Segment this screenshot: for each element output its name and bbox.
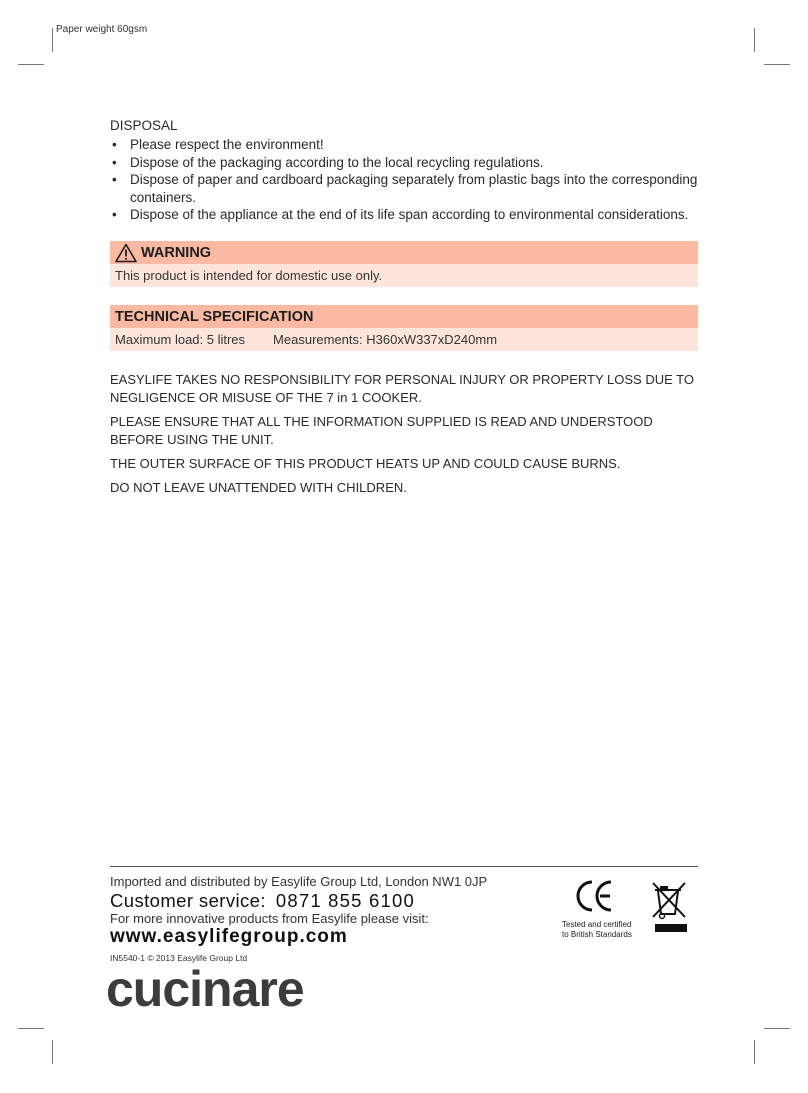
importer-line: Imported and distributed by Easylife Group Ltd, London NW1 0JP (110, 874, 488, 889)
notices-section (110, 371, 698, 503)
crop-mark (754, 1040, 755, 1064)
warning-box (110, 241, 698, 287)
spec-load: Maximum load: 5 litres (115, 332, 246, 347)
warning-header (110, 241, 698, 264)
warning-triangle-icon (115, 243, 137, 263)
customer-service (110, 890, 415, 912)
certification-note: Tested and certified to British Standards (562, 920, 632, 939)
crop-mark (754, 28, 755, 52)
warning-title: WARNING (141, 244, 212, 261)
customer-service-number: 0871 855 6100 (275, 890, 415, 911)
disposal-title: DISPOSAL (110, 118, 178, 133)
list-item: • Dispose of paper and cardboard packaging separately from plastic bags into the corresponding containers. (110, 171, 698, 206)
weee-bin-icon (650, 880, 690, 936)
crop-mark (764, 1028, 790, 1029)
spec-row (110, 328, 698, 351)
spec-measurements: Measurements: H360xW337xD240mm (273, 332, 498, 347)
disposal-list (110, 136, 698, 224)
footer-divider (110, 866, 698, 867)
customer-service-label: Customer service: (110, 890, 266, 911)
list-item: • Dispose of the appliance at the end of its life span according to environmental considerations. (110, 206, 698, 224)
document-code: IN5540-1 © 2013 Easylife Group Ltd (110, 953, 248, 963)
paper-weight-note: Paper weight 60gsm (56, 24, 148, 35)
ce-mark-icon (574, 878, 614, 914)
disposal-section (110, 118, 698, 224)
warning-text: This product is intended for domestic use only. (110, 264, 698, 287)
crop-mark (52, 1040, 53, 1064)
crop-mark (18, 1028, 44, 1029)
crop-mark (764, 64, 790, 65)
notice-paragraph: THE OUTER SURFACE OF THIS PRODUCT HEATS UP AND COULD CAUSE BURNS. (110, 456, 621, 471)
spec-box (110, 305, 698, 351)
more-products-line: For more innovative products from Easylife please visit: (110, 911, 429, 926)
list-item: • Dispose of the packaging according to the local recycling regulations. (110, 154, 698, 172)
list-item: • Please respect the environment! (110, 136, 698, 154)
spec-header: TECHNICAL SPECIFICATION (110, 305, 698, 328)
crop-mark (52, 28, 53, 52)
website-link[interactable]: www.easylifegroup.com (110, 926, 348, 947)
crop-mark (18, 64, 44, 65)
notice-paragraph: EASYLIFE TAKES NO RESPONSIBILITY FOR PERSONAL INJURY OR PROPERTY LOSS DUE TO NEGLIGENCE OR MISUSE OF THE 7 in 1 COOKER. (110, 372, 694, 405)
brand-logo: cucinare (106, 961, 304, 1017)
notice-paragraph: PLEASE ENSURE THAT ALL THE INFORMATION SUPPLIED IS READ AND UNDERSTOOD BEFORE USING THE UNIT. (110, 414, 653, 447)
notice-paragraph: DO NOT LEAVE UNATTENDED WITH CHILDREN. (110, 480, 407, 495)
